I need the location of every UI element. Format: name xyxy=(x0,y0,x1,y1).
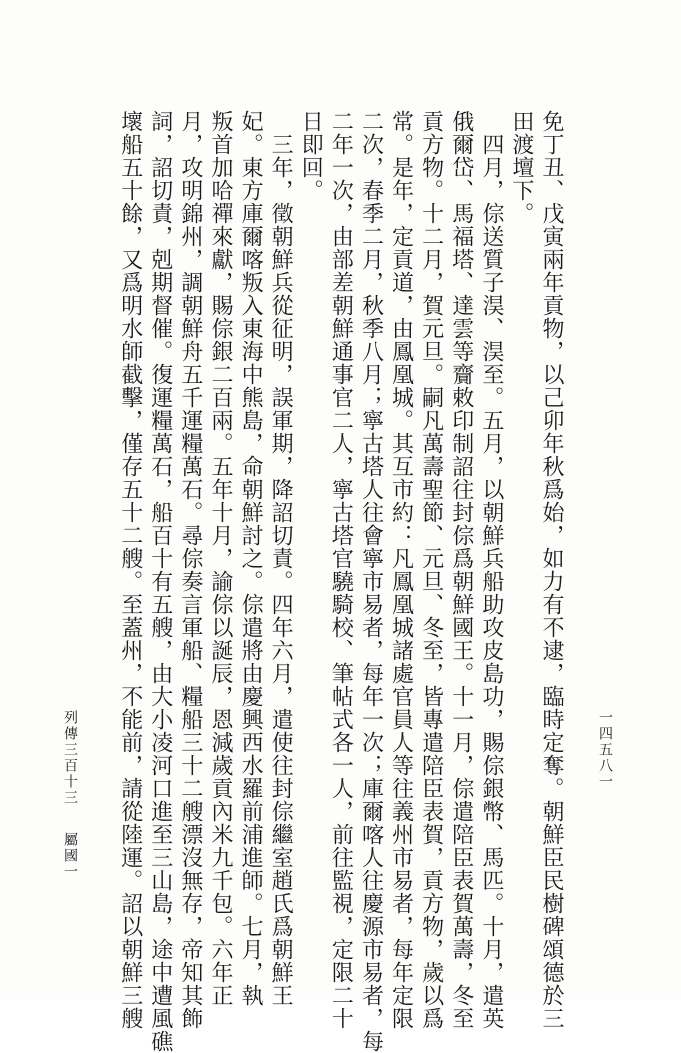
text-column: 月，攻明錦州，調朝鮮舟五千運糧萬石。尋倧奏言軍船、糧船三十二艘漂沒無存，帝知其飾 xyxy=(177,110,203,1030)
text-column: 二年一次，由部差朝鮮通事官二人，寧古塔官驍騎校、筆帖式各一人，前往監視，定限二十 xyxy=(328,110,354,1030)
running-footer xyxy=(60,710,80,960)
text-column: 免丁丑、戊寅兩年貢物，以己卯年秋爲始，如力有不逮，臨時定奪。朝鮮臣民樹碑頌德於三 xyxy=(539,110,564,1030)
text-column: 四月，倧送質子淏、淏至。五月，以朝鮮兵船助攻皮島功，賜倧銀幣、馬匹。十月，遣英 xyxy=(478,110,504,1030)
text-column: 俄爾岱、馬福塔、達雲等齎敕印制詔往封倧爲朝鮮國王。十一月，倧遣陪臣表賀萬壽，冬至 xyxy=(448,110,474,1030)
text-column: 叛首加哈禪來獻，賜倧銀二百兩。五年十月，諭倧以誕辰，恩減歲貢內米九千包。六年正 xyxy=(207,110,233,1007)
text-column: 三年，徵朝鮮兵從征明，誤軍期，降詔切責。四年六月，遣使往封倧繼室趙氏爲朝鮮王 xyxy=(268,110,294,1007)
body-text xyxy=(115,110,566,1053)
text-column: 妃。東方庫爾喀叛入東海中熊島，命朝鮮討之。倧遣將由慶興西水羅前浦進師。七月，執 xyxy=(238,110,264,1007)
page-number: 一四五八一 xyxy=(597,710,613,790)
footer-section: 列傳三百十三 xyxy=(62,710,78,806)
text-column: 貢方物。十二月，賀元旦。嗣凡萬壽聖節、元旦、冬至，皆專遣陪臣表賀，貢方物，歲以爲 xyxy=(418,110,444,1030)
text-column: 田渡壇下。 xyxy=(508,110,534,225)
text-column: 壞船五十餘，又爲明水師截擊，僅存五十二艘。至蓋州，不能前，請從陸運。詔以朝鮮三艘 xyxy=(117,110,143,1030)
text-column: 日即回。 xyxy=(298,110,324,202)
text-column: 二次，春季二月，秋季八月；寧古塔人往會寧市易者，每年一次；庫爾喀人往慶源市易者，每 xyxy=(358,110,384,1053)
footer-chapter: 屬國一 xyxy=(62,832,78,880)
text-column: 常。是年，定貢道，由鳳凰城。其互市約：凡鳳凰城諸處官員人等往義州市易者，每年定限 xyxy=(388,110,414,1030)
text-column: 詞，詔切責，剋期督催。復運糧萬石，船百十有五艘，由大小凌河口進至三山島，途中遭風礁 xyxy=(147,110,173,1053)
